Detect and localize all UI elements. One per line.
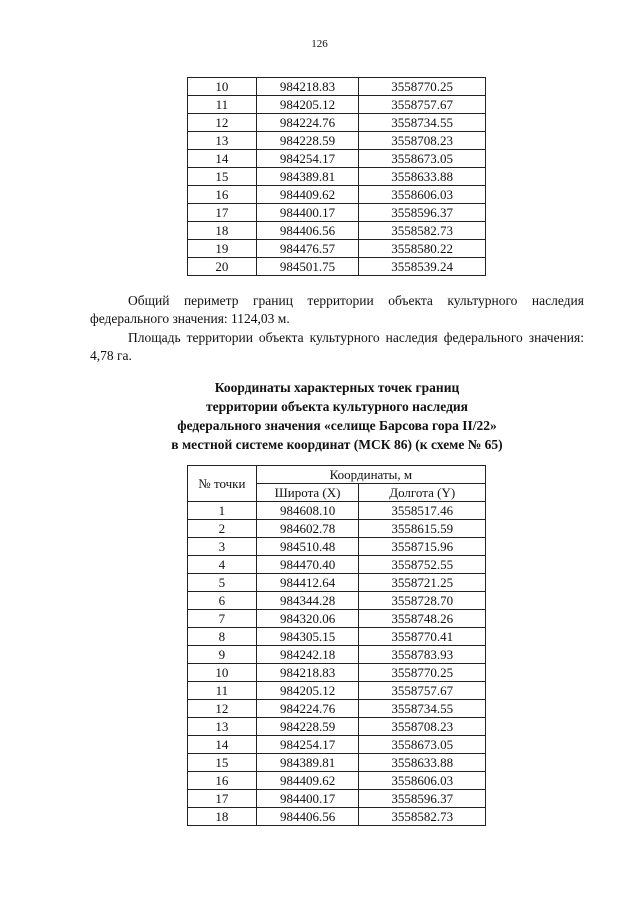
longitude-cell: 3558633.88 — [359, 168, 486, 186]
latitude-cell: 984205.12 — [256, 96, 359, 114]
latitude-cell: 984602.78 — [256, 520, 359, 538]
latitude-cell: 984242.18 — [256, 646, 359, 664]
table-row — [188, 574, 486, 592]
table-row — [188, 538, 486, 556]
table-row — [188, 646, 486, 664]
table-row — [188, 556, 486, 574]
latitude-cell: 984510.48 — [256, 538, 359, 556]
table-row — [188, 808, 486, 826]
latitude-cell: 984406.56 — [256, 808, 359, 826]
longitude-cell: 3558757.67 — [359, 96, 486, 114]
point-number-cell: 17 — [188, 790, 257, 808]
longitude-cell: 3558596.37 — [359, 790, 486, 808]
longitude-cell: 3558748.26 — [359, 610, 486, 628]
point-number-cell: 3 — [188, 538, 257, 556]
table-row — [188, 502, 486, 520]
area-paragraph: Площадь территории объекта культурного наследия федерального значения: 4,78 га. — [90, 330, 584, 363]
table-row — [188, 186, 486, 204]
longitude-cell: 3558606.03 — [359, 186, 486, 204]
latitude-cell: 984224.76 — [256, 114, 359, 132]
table-row — [188, 168, 486, 186]
longitude-cell: 3558715.96 — [359, 538, 486, 556]
longitude-cell: 3558728.70 — [359, 592, 486, 610]
longitude-cell: 3558708.23 — [359, 718, 486, 736]
point-number-cell: 5 — [188, 574, 257, 592]
point-number-cell: 18 — [188, 222, 257, 240]
table-row — [188, 772, 486, 790]
latitude-cell: 984608.10 — [256, 502, 359, 520]
latitude-cell: 984254.17 — [256, 736, 359, 754]
table-header-row — [188, 466, 486, 484]
table-row — [188, 258, 486, 276]
table-row — [188, 682, 486, 700]
latitude-cell: 984389.81 — [256, 754, 359, 772]
point-number-cell: 16 — [188, 772, 257, 790]
longitude-cell: 3558734.55 — [359, 700, 486, 718]
table-row — [188, 700, 486, 718]
latitude-cell: 984400.17 — [256, 790, 359, 808]
header-coordinates: Координаты, м — [256, 466, 485, 484]
table-row — [188, 114, 486, 132]
coordinates-heading — [90, 378, 584, 454]
header-longitude: Долгота (Y) — [359, 484, 486, 502]
longitude-cell: 3558770.25 — [359, 78, 486, 96]
longitude-cell: 3558734.55 — [359, 114, 486, 132]
longitude-cell: 3558757.67 — [359, 682, 486, 700]
latitude-cell: 984406.56 — [256, 222, 359, 240]
point-number-cell: 16 — [188, 186, 257, 204]
longitude-cell: 3558582.73 — [359, 222, 486, 240]
latitude-cell: 984470.40 — [256, 556, 359, 574]
latitude-cell: 984228.59 — [256, 718, 359, 736]
table-row — [188, 96, 486, 114]
table-row — [188, 664, 486, 682]
latitude-cell: 984344.28 — [256, 592, 359, 610]
point-number-cell: 7 — [188, 610, 257, 628]
latitude-cell: 984224.76 — [256, 700, 359, 718]
point-number-cell: 15 — [188, 754, 257, 772]
point-number-cell: 20 — [188, 258, 257, 276]
point-number-cell: 1 — [188, 502, 257, 520]
longitude-cell: 3558708.23 — [359, 132, 486, 150]
longitude-cell: 3558633.88 — [359, 754, 486, 772]
table-row — [188, 610, 486, 628]
latitude-cell: 984218.83 — [256, 664, 359, 682]
point-number-cell: 14 — [188, 150, 257, 168]
point-number-cell: 4 — [188, 556, 257, 574]
table-row — [188, 132, 486, 150]
longitude-cell: 3558539.24 — [359, 258, 486, 276]
table-row — [188, 204, 486, 222]
table-row — [188, 736, 486, 754]
longitude-cell: 3558596.37 — [359, 204, 486, 222]
table-row — [188, 628, 486, 646]
longitude-cell: 3558582.73 — [359, 808, 486, 826]
longitude-cell: 3558673.05 — [359, 736, 486, 754]
latitude-cell: 984305.15 — [256, 628, 359, 646]
longitude-cell: 3558615.59 — [359, 520, 486, 538]
point-number-cell: 9 — [188, 646, 257, 664]
latitude-cell: 984409.62 — [256, 186, 359, 204]
heading-line: Координаты характерных точек границ — [214, 380, 460, 395]
longitude-cell: 3558580.22 — [359, 240, 486, 258]
header-latitude: Широта (X) — [256, 484, 359, 502]
latitude-cell: 984409.62 — [256, 772, 359, 790]
perimeter-paragraph: Общий периметр границ территории объекта культурного наследия федерального значения: 1124,03 м. — [90, 293, 584, 326]
table-row — [188, 78, 486, 96]
point-number-cell: 14 — [188, 736, 257, 754]
point-number-cell: 13 — [188, 132, 257, 150]
latitude-cell: 984218.83 — [256, 78, 359, 96]
latitude-cell: 984254.17 — [256, 150, 359, 168]
point-number-cell: 10 — [188, 78, 257, 96]
latitude-cell: 984389.81 — [256, 168, 359, 186]
point-number-cell: 12 — [188, 114, 257, 132]
point-number-cell: 17 — [188, 204, 257, 222]
latitude-cell: 984412.64 — [256, 574, 359, 592]
table-row — [188, 150, 486, 168]
coordinates-table-continued — [187, 77, 486, 276]
point-number-cell: 2 — [188, 520, 257, 538]
header-point-number: № точки — [188, 466, 257, 502]
latitude-cell: 984400.17 — [256, 204, 359, 222]
point-number-cell: 8 — [188, 628, 257, 646]
table-row — [188, 754, 486, 772]
latitude-cell: 984476.57 — [256, 240, 359, 258]
heading-line: территории объекта культурного наследия — [206, 399, 468, 414]
point-number-cell: 18 — [188, 808, 257, 826]
point-number-cell: 15 — [188, 168, 257, 186]
longitude-cell: 3558783.93 — [359, 646, 486, 664]
coordinates-table — [187, 465, 486, 826]
longitude-cell: 3558517.46 — [359, 502, 486, 520]
latitude-cell: 984320.06 — [256, 610, 359, 628]
page-number: 126 — [311, 38, 328, 50]
table-row — [188, 790, 486, 808]
longitude-cell: 3558721.25 — [359, 574, 486, 592]
latitude-cell: 984205.12 — [256, 682, 359, 700]
longitude-cell: 3558770.25 — [359, 664, 486, 682]
longitude-cell: 3558673.05 — [359, 150, 486, 168]
heading-line: в местной системе координат (МСК 86) (к схеме № 65) — [171, 437, 503, 452]
longitude-cell: 3558770.41 — [359, 628, 486, 646]
point-number-cell: 11 — [188, 682, 257, 700]
table-row — [188, 240, 486, 258]
point-number-cell: 13 — [188, 718, 257, 736]
point-number-cell: 19 — [188, 240, 257, 258]
longitude-cell: 3558606.03 — [359, 772, 486, 790]
longitude-cell: 3558752.55 — [359, 556, 486, 574]
latitude-cell: 984228.59 — [256, 132, 359, 150]
table-row — [188, 222, 486, 240]
point-number-cell: 11 — [188, 96, 257, 114]
point-number-cell: 10 — [188, 664, 257, 682]
table-row — [188, 718, 486, 736]
table-row — [188, 592, 486, 610]
point-number-cell: 12 — [188, 700, 257, 718]
point-number-cell: 6 — [188, 592, 257, 610]
heading-line: федерального значения «селище Барсова гора II/22» — [177, 418, 497, 433]
table-row — [188, 520, 486, 538]
latitude-cell: 984501.75 — [256, 258, 359, 276]
